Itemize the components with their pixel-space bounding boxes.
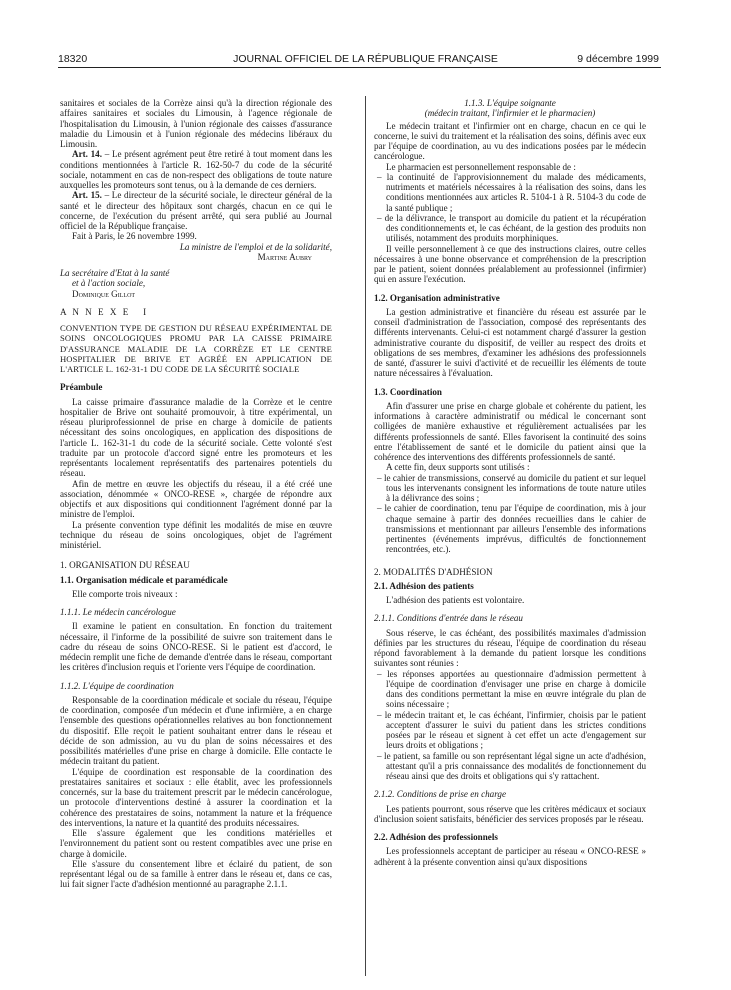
signatory-role: La ministre de l'emploi et de la solidarité, <box>179 241 332 252</box>
header-rule <box>58 67 661 68</box>
issue-date: 9 décembre 1999 <box>577 53 659 65</box>
list-item: – de la délivrance, le transport au domicile du patient et la récupération des conditionnements et, le cas échéant, de la gestion des produits non utilisés, notamment des produits morphiniques. <box>374 213 646 244</box>
section-heading: 2.1.1. Conditions d'entrée dans le réseau <box>374 613 523 624</box>
article-15 <box>60 190 332 231</box>
paragraph: Les patients pourront, sous réserve que les critères médicaux et sociaux d'inclusion soient satisfaits, bénéficier des services proposés par le réseau. <box>374 803 646 824</box>
paragraph: Elle s'assure également que les conditions matérielles et l'environnement du patient sont ou restent compatibles avec une prise en charge à domicile. <box>60 828 332 859</box>
section-heading: 1.2. Organisation administrative <box>374 292 500 303</box>
section-heading: 2. MODALITÉS D'ADHÉSION <box>374 566 493 577</box>
column-divider <box>365 96 366 976</box>
list-item: – le patient, sa famille ou son représentant légal signe un acte d'adhésion, attestant qu'il a pris connaissance des modalités de fonctionnement du réseau ainsi que des droits et obligations qui s'y rattachent. <box>374 751 646 782</box>
list-item: – le médecin traitant et, le cas échéant, l'infirmier, choisis par le patient acceptent d'assurer le suivi du patient dans les strictes conditions posées par le réseau et signent à cet effet un acte d'engagement sur leurs droits et obligations ; <box>374 710 646 751</box>
paragraph: Afin d'assurer une prise en charge globale et cohérente du patient, les informations à caractère administratif ou médical le concernant sont colligées de manière exhaustive et régulièrement actualisées par les différents professionnels de santé. Elles favorisent la continuité des soins entre l'établissement de santé et le domicile du patient ainsi que la cohérence des interventions des différents professionnels de santé. <box>374 400 646 462</box>
section-heading: 1.3. Coordination <box>374 386 442 397</box>
left-column <box>60 98 332 890</box>
section-heading: 1. ORGANISATION DU RÉSEAU <box>60 560 190 571</box>
paragraph: Il veille personnellement à ce que des instructions claires, outre celles nécessaires à une bonne observance et compréhension de la prescription par le patient, soient données préalablement au professionnel (infirmier) qui en assure l'exécution. <box>374 243 646 285</box>
convention-title: CONVENTION TYPE DE GESTION DU RÉSEAU EXPÉRIMENTAL DE SOINS ONCOLOGIQUES PROMU PAR LA CAISSE PRIMAIRE D'ASSURANCE MALADIE DE LA CORRÈZE ET LE CENTRE HOSPITALIER DE BRIVE ET AGRÉÉ EN APPLICATION DE L'ARTICLE L. 162-31-1 DU CODE DE LA SÉCURITÉ SOCIALE <box>60 323 332 374</box>
page-number: 18320 <box>58 53 88 65</box>
paragraph: Elle comporte trois niveaux : <box>72 588 178 599</box>
signatory-role: La secrétaire d'Etat à la santé <box>60 268 170 278</box>
list-item: – les réponses apportées au questionnaire d'admission permettent à l'équipe de coordination d'envisager une prise en charge à domicile dans des conditions permettant la mise en œuvre intégrale du plan de soins nécessaire ; <box>374 669 646 710</box>
section-heading: 2.2. Adhésion des professionnels <box>374 832 498 842</box>
section-heading: Préambule <box>60 382 103 393</box>
paragraph: La gestion administrative et financière du réseau est assurée par le conseil d'administration de l'association, composé des représentants des différents intervenants. Celui-ci est notamment chargé d'assurer la gestion administrative courante du dispositif, de veiller au respect des droits et obligations de ses membres, d'examiner les adhésions des professionnels de santé, d'assurer le suivi d'activité et de recueillir les éléments de toute nature nécessaires à l'évaluation. <box>374 306 646 379</box>
article-text: – Le présent agrément peut être retiré à tout moment dans les conditions mentionnées à l'article R. 162-50-7 du code de la sécurité sociale, notamment en cas de non-respect des obligations de toute nature auxquelles les promoteurs sont tenus, ou à la demande de ces derniers. <box>60 149 333 190</box>
right-column <box>374 98 646 867</box>
paragraph: Responsable de la coordination médicale et sociale du réseau, l'équipe de coordination, composée d'un médecin et d'une infirmière, a en charge l'ensemble des questions opérationnelles relatives au bon fonctionnement du dispositif. Elle reçoit le patient souhaitant entrer dans le réseau et décide de son admission, au vu du plan de soins nécessaires et des possibilités matérielles d'une prise en charge à domicile. Elle contacte le médecin traitant du patient. <box>60 694 332 767</box>
paragraph: Elle s'assure du consentement libre et éclairé du patient, de son représentant légal ou de sa famille à entrer dans le réseau et, dans ce cas, lui fait signer l'acte d'adhésion mentionné au paragraphe 2.1.1. <box>60 858 332 890</box>
page-header <box>0 48 731 66</box>
paragraph: A cette fin, deux supports sont utilisés : <box>386 462 530 473</box>
section-heading: 2.1.2. Conditions de prise en charge <box>374 789 507 800</box>
paragraph: Afin de mettre en œuvre les objectifs du réseau, il a été créé une association, dénommée « ONCO-RESE », chargée de répondre aux objectifs et aux dispositions qui conditionnent l'agrément donné par la ministre de l'emploi. <box>60 478 332 520</box>
annex-title: A N N E X E I <box>60 306 149 317</box>
article-text: – Le directeur de la sécurité sociale, le directeur général de la santé et le directeur des hôpitaux sont chargés, chacun en ce qui le concerne, de l'exécution du présent arrêté, qui sera publié au Journal officiel de la République française. <box>60 190 333 231</box>
article-label: Art. 15. <box>72 190 102 201</box>
section-heading: 2.1. Adhésion des patients <box>374 580 474 591</box>
list-item: – le cahier de transmissions, conservé au domicile du patient et sur lequel tous les intervenants consignent les informations de toute nature utiles à la délivrance des soins ; <box>374 473 646 504</box>
paragraph: Il examine le patient en consultation. En fonction du traitement nécessaire, il l'informe de la possibilité de suivre son traitement dans le cadre du réseau de soins ONCO-RESE. Si le patient est d'accord, le médecin remplit une fiche de demande d'entrée dans le réseau, comportant les critères d'inclusion requis et l'oriente vers l'équipe de coordination. <box>60 621 332 673</box>
paragraph: Sous réserve, le cas échéant, des possibilités maximales d'admission définies par les structures du réseau, l'équipe de coordination du réseau répond favorablement à la demande du patient lorsque les conditions suivantes sont réunies : <box>374 627 646 669</box>
bullet-list <box>374 669 646 782</box>
list-item: – le cahier de coordination, tenu par l'équipe de coordination, mis à jour chaque semaine à partir des données recueillies dans le cahier de transmissions et mentionnant par ailleurs l'ensemble des informations pertinentes (événements imprévus, difficultés de fonctionnement rencontrées, etc.). <box>374 503 646 554</box>
paragraph: L'adhésion des patients est volontaire. <box>386 595 525 605</box>
signature-date: Fait à Paris, le 26 novembre 1999. <box>72 231 197 242</box>
paragraph: sanitaires et sociales de la Corrèze ainsi qu'à la direction régionale des affaires sanitaires et sociales du Limousin, à l'agence régionale de l'hospitalisation du Limousin, à l'union régionale des caisses d'assurance maladie du Limousin et à l'union régionale des médecins libéraux du Limousin. <box>60 98 332 149</box>
section-heading: 1.1.1. Le médecin cancérologue <box>60 607 176 617</box>
signatory-name: Dominique Gillot <box>72 288 136 299</box>
bullet-list <box>374 473 646 555</box>
paragraph: L'équipe de coordination est responsable de la coordination des prestataires sanitaires et sociaux : elle établit, avec les professionnels concernés, sur la base du traitement prescrit par le médecin cancérologue, un protocole d'interventions destiné à assurer la coordination et la cohérence des prestataires de soins, notamment la nature et la fréquence des interventions, la nature et la quantité des produits nécessaires. <box>60 766 332 828</box>
signatory-role: et à l'action sociale, <box>72 278 146 289</box>
article-14 <box>60 149 332 190</box>
signatory-name: Martine Aubry <box>257 251 312 262</box>
paragraph: Le médecin traitant et l'infirmier ont en charge, chacun en ce qui le concerne, le suivi du traitement et la réalisation des soins, définis avec eux par l'équipe de coordination, au vu des indications posées par le médecin cancérologue. <box>374 120 646 162</box>
paragraph: La caisse primaire d'assurance maladie de la Corrèze et le centre hospitalier de Brive ont souhaité promouvoir, à titre expérimental, un réseau pluriprofessionnel de prise en charge à domicile de patients nécessitant des soins oncologiques, en application des dispositions de l'article L. 162-31-1 du code de la sécurité sociale. Cette volonté s'est traduite par un protocole d'accord signé entre les promoteurs et les représentants localement représentatifs des partenaires potentiels du réseau. <box>60 396 332 479</box>
journal-title: JOURNAL OFFICIEL DE LA RÉPUBLIQUE FRANÇAISE <box>233 53 498 65</box>
section-heading: 1.1.2. L'équipe de coordination <box>60 680 174 691</box>
section-heading: 1.1.3. L'équipe soignante <box>464 98 556 108</box>
section-subheading: (médecin traitant, l'infirmier et le pharmacien) <box>424 108 596 119</box>
section-heading: 1.1. Organisation médicale et paramédicale <box>60 574 228 585</box>
paragraph: Le pharmacien est personnellement responsable de : <box>386 161 576 172</box>
bullet-list <box>374 172 646 244</box>
article-label: Art. 14. <box>72 149 102 160</box>
paragraph: La présente convention type définit les modalités de mise en œuvre technique du réseau de soins oncologiques, objet de l'agrément ministériel. <box>60 519 332 550</box>
paragraph: Les professionnels acceptant de participer au réseau « ONCO-RESE » adhèrent à la présente convention ainsi qu'aux dispositions <box>374 846 646 867</box>
list-item: – la continuité de l'approvisionnement du malade des médicaments, nutriments et matériels nécessaires à la réalisation des soins, dans les conditions mentionnées aux articles R. 5104-1 à R. 5104-3 du code de la santé publique ; <box>374 172 646 213</box>
